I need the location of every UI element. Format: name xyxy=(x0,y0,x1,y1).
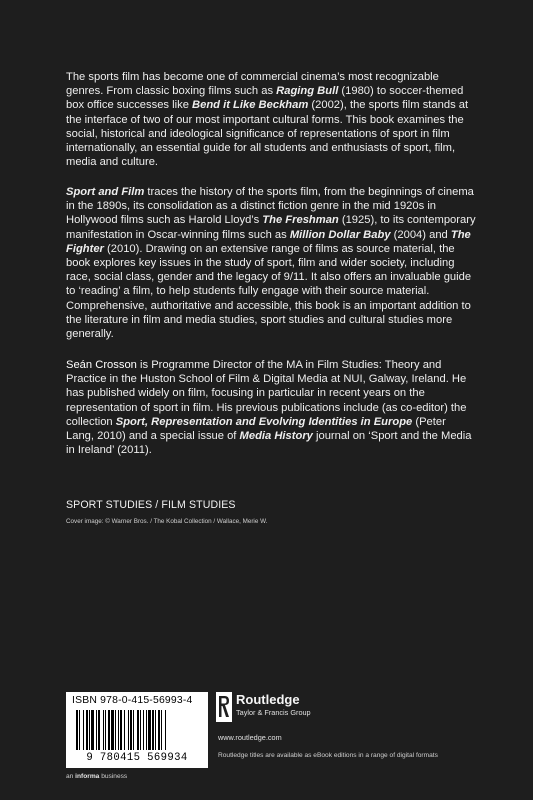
text-run: (2002), the sports film stands at the interface of two of our most important cultural forms. This book examines the social, historical and ideological significance of representations of sport in film internationally, an essential guide for all students and enthusiasts of sport, film, media and culture. xyxy=(66,99,469,169)
text-run: (2010). Drawing on an extensive range of films as source material, the book explores key issues in the study of sport, film and wider society, including race, social class, gender and the legacy of 9/11. It also offers an invaluable guide to ‘reading’ a film, to help students fully engage with their source material. Comprehensive, authoritative and accessible, this book is an important addition to the literature in film and media studies, sport studies and cultural studies more generally. xyxy=(66,242,472,341)
barcode-bar xyxy=(130,710,132,750)
barcode-bar xyxy=(103,710,104,750)
blurb-paragraph-2 xyxy=(66,185,476,341)
barcode-bar xyxy=(108,710,110,750)
barcode-bar xyxy=(98,710,100,750)
barcode-number: 9 780415 569934 xyxy=(86,752,188,764)
text-run: is Programme Director of the MA in Film Studies: Theory and Practice in the Huston School of Film & Digital Media at NUI, Galway, Ireland. He has published widely on film, focusing in particular in recent years on the representation of sport in film. His previous publications include (as co-editor) the collection xyxy=(66,359,467,428)
barcode-bar xyxy=(152,710,154,750)
publisher-url[interactable]: www.routledge.com xyxy=(218,733,282,742)
barcode-bar xyxy=(128,710,129,750)
text-run: Sport, Representation and Evolving Identities in Europe xyxy=(115,415,413,428)
barcode-bars xyxy=(76,710,198,750)
barcode-bar xyxy=(89,710,90,750)
text-run: (Peter Lang, 2010) and a special issue of xyxy=(66,415,446,443)
text-run: The Freshman xyxy=(262,214,339,227)
text-run: Sport and Film xyxy=(66,186,145,198)
barcode-bar xyxy=(161,710,162,750)
barcode-bar xyxy=(146,710,147,750)
text-run: Bend it Like Beckham xyxy=(192,99,309,112)
barcode-bar xyxy=(124,710,125,750)
blurb-paragraph-1 xyxy=(66,70,476,169)
barcode-bar xyxy=(158,710,160,750)
barcode-bar xyxy=(140,710,141,750)
barcode-bar xyxy=(120,710,122,750)
text-run: Million Dollar Baby xyxy=(289,228,391,241)
barcode-bar xyxy=(155,710,156,750)
barcode-bar xyxy=(115,710,116,750)
barcode-bar xyxy=(76,710,78,750)
barcode-bar xyxy=(165,710,166,750)
text-run: Raging Bull xyxy=(276,85,339,98)
barcode-bar xyxy=(137,710,139,750)
text-run: The Fighter xyxy=(66,228,471,255)
subject-category: SPORT STUDIES / FILM STUDIES xyxy=(66,499,236,511)
barcode-bar xyxy=(148,710,151,750)
text-run: The sports film has become one of commercial cinema’s most recognizable genres. From classic boxing films such as xyxy=(66,71,439,98)
barcode-bar xyxy=(111,710,114,750)
barcode-bar xyxy=(143,710,144,750)
text-run: (2004) and xyxy=(390,228,451,241)
author-bio-paragraph xyxy=(66,358,476,457)
cover-image-credit: Cover image: © Warner Bros. / The Kobal Collection / Wallace, Merie W. xyxy=(66,518,268,525)
barcode-bar xyxy=(86,710,88,750)
barcode-bar xyxy=(118,710,119,750)
text-run: (1980) to soccer-themed box office successes like xyxy=(66,85,464,112)
informa-business-line xyxy=(66,773,127,780)
publisher-tagline: Taylor & Francis Group xyxy=(236,708,311,717)
text-run: journal on ‘Sport and the Media in Ireland’ (2011). xyxy=(66,430,472,457)
text-run: Media History xyxy=(239,430,313,443)
text-run: (1925), to its contemporary manifestation in Oscar-winning films such as xyxy=(66,214,476,241)
publisher-name: Routledge xyxy=(236,692,300,707)
isbn-label: ISBN 978-0-415-56993-4 xyxy=(72,695,193,706)
barcode-bar xyxy=(133,710,134,750)
ebook-formats-note: Routledge titles are available as eBook editions in a range of digital formats xyxy=(218,752,438,759)
routledge-logo-icon xyxy=(216,692,232,722)
text-run: traces the history of the sports film, from the beginnings of cinema in the 1890s, its consolidation as a distinct fiction genre in the mid 1920s in Hollywood films such as Harold Lloyd’s xyxy=(66,186,474,227)
barcode-bar xyxy=(83,710,84,750)
informa-brand: informa xyxy=(75,773,100,780)
barcode-bar xyxy=(91,710,94,750)
barcode-bar xyxy=(79,710,80,750)
text-run: Seán Crosson xyxy=(66,359,137,371)
informa-suffix: business xyxy=(99,773,128,780)
informa-prefix: an xyxy=(66,773,76,780)
isbn-barcode xyxy=(66,692,208,768)
barcode-bar xyxy=(105,710,106,750)
barcode-bar xyxy=(96,710,97,750)
